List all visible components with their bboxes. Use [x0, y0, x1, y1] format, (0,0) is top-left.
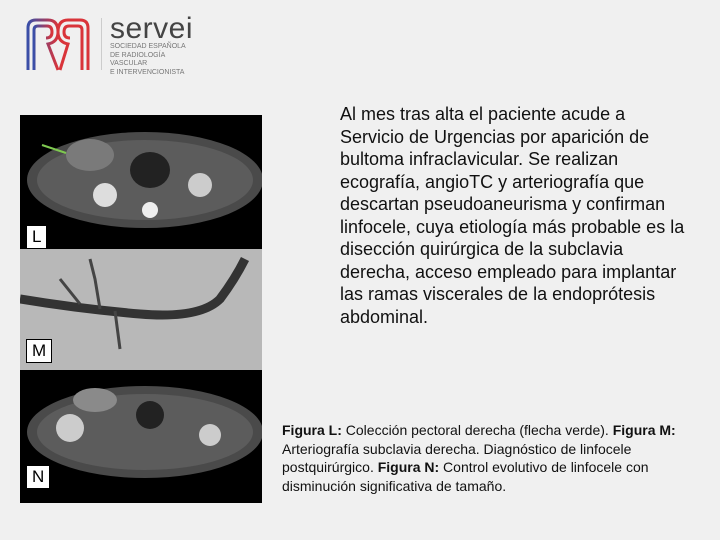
caption-text-n: Control evolutivo de linfocele con disminución significativa de tamaño. — [282, 459, 649, 494]
logo-subtitle-line: SOCIEDAD ESPAÑOLA — [110, 43, 186, 50]
ct-scan-image — [20, 370, 262, 503]
caption-text-m: Arteriografía subclavia derecha. Diagnóstico de linfocele postquirúrgico. — [282, 440, 632, 475]
figure-m-arteriography-image — [20, 249, 262, 370]
caption-text-l: Colección pectoral derecha (flecha verde). — [341, 422, 613, 438]
logo-brand: servei — [110, 12, 194, 45]
logo-subtitle-line: DE RADIOLOGÍA — [110, 51, 166, 59]
caption-label-m: Figura M: — [612, 422, 676, 438]
logo-subtitle — [110, 43, 186, 77]
figure-label-m: M — [26, 339, 52, 363]
figure-l-ct-image — [20, 115, 262, 249]
logo-subtitle-line: E INTERVENCIONISTA — [110, 68, 185, 76]
figure-label-n: N — [26, 465, 50, 489]
ct-scan-image — [20, 115, 262, 249]
figure-caption — [282, 421, 717, 495]
logo-divider — [101, 18, 102, 70]
caption-label-l: Figura L: — [282, 422, 342, 438]
case-description: Al mes tras alta el paciente acude a Servicio de Urgencias por aparición de bultoma infraclavicular. Se realizan ecografía, angioTC y arteriografía que descartan pseudoaneurisma y confirman linfocele, cuya etiología más probable es la disección quirúrgica de la subclavia derecha, acceso empleado para implantar las ramas viscerales de la endoprótesis abdominal. — [340, 104, 685, 327]
servei-logo-icon — [22, 14, 94, 74]
caption-label-n: Figura N: — [377, 459, 440, 475]
figure-n-ct-image — [20, 370, 262, 503]
logo-subtitle-line: VASCULAR — [110, 60, 148, 68]
figure-label-l: L — [26, 225, 47, 249]
arteriography-image — [20, 249, 262, 370]
